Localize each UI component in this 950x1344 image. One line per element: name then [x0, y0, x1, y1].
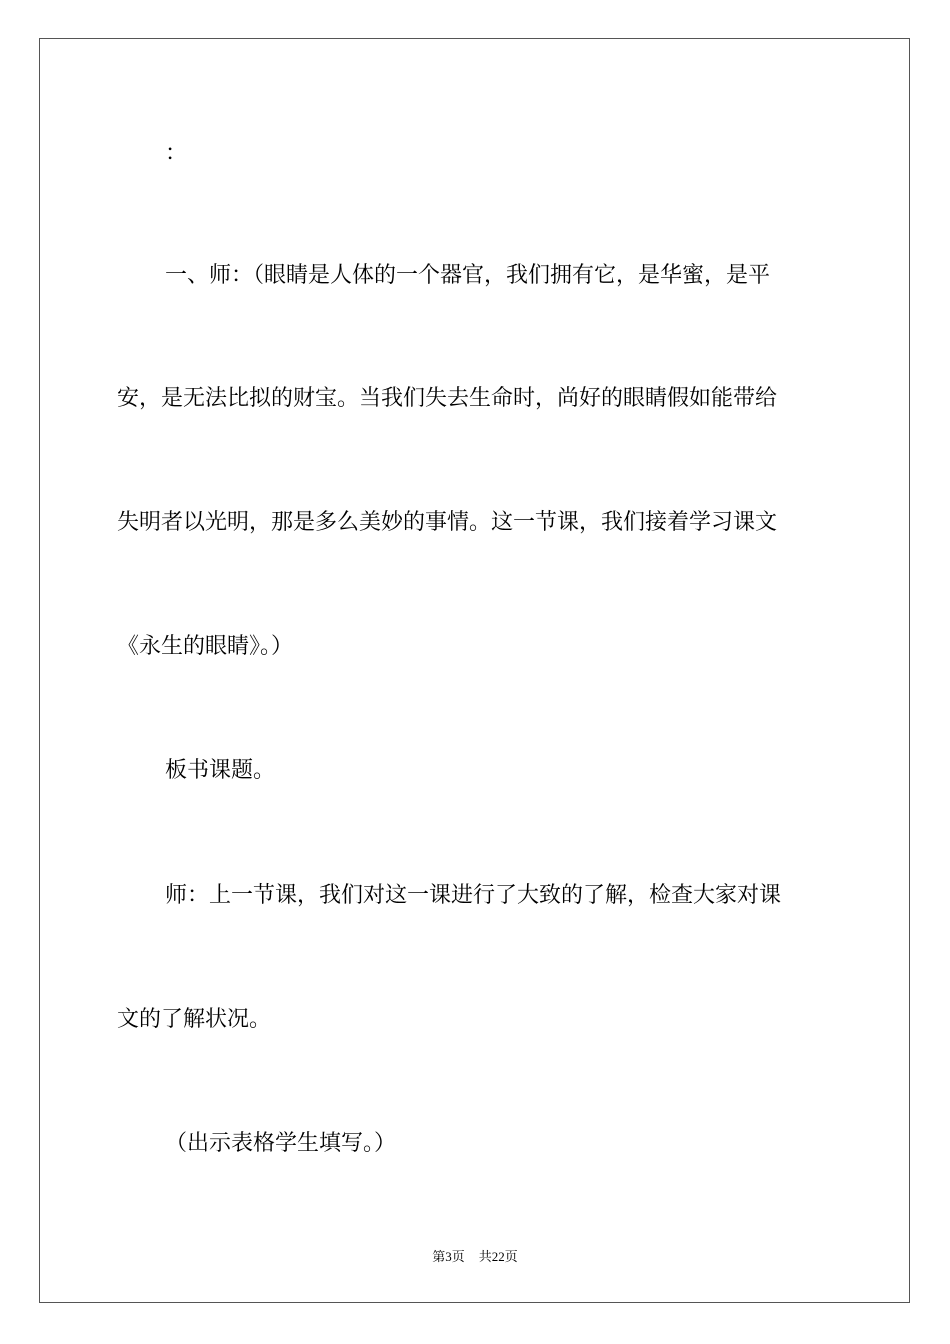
paragraph-1-line-2: 安，是无法比拟的财宝。当我们失去生命时，尚好的眼睛假如能带给 [117, 386, 778, 411]
paragraph-2-line-1: 板书课题。 [165, 758, 276, 783]
page-number-total: 共22页 [478, 1249, 518, 1264]
paragraph-4-line-1: （出示表格学生填写。） [165, 1131, 397, 1156]
text-line-colon: ： [165, 141, 188, 166]
paragraph-1-line-3: 失明者以光明，那是多么美妙的事情。这一节课，我们接着学习课文 [117, 510, 778, 535]
paragraph-3-line-2: 文的了解状况。 [117, 1007, 272, 1032]
page-border [39, 38, 910, 1303]
paragraph-1-line-1: 一、师：（眼睛是人体的一个器官，我们拥有它，是华蜜，是平 [165, 263, 771, 288]
paragraph-1-line-4: 《永生的眼睛》。） [117, 634, 294, 659]
page-number-current: 第3页 [432, 1249, 465, 1264]
paragraph-3-line-1: 师：上一节课，我们对这一课进行了大致的了解，检查大家对课 [165, 883, 782, 908]
page-footer [0, 1248, 950, 1266]
